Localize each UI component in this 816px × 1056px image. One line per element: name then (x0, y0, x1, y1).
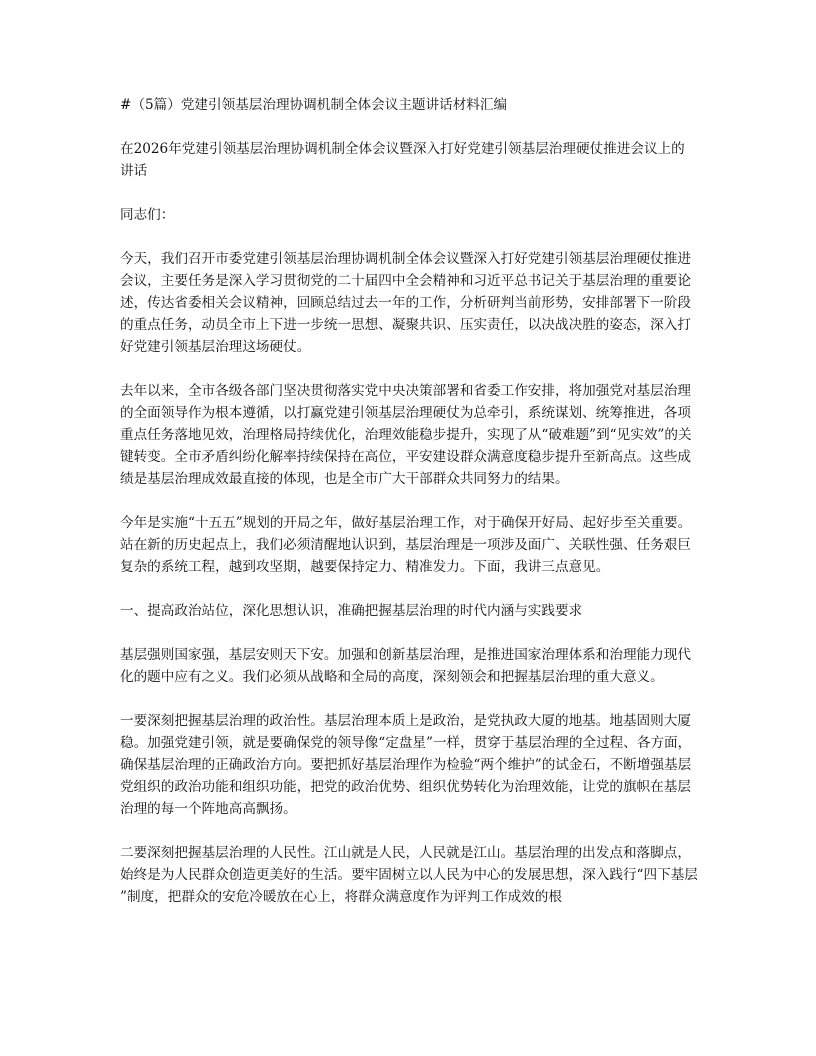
paragraph-political: 一要深刻把握基层治理的政治性。基层治理本质上是政治，是党执政大厦的地基。地基固则大厦稳。加强党建引领，就是要确保党的领导像“定盘星”一样，贯穿于基层治理的全过程、各方面，确保基层治理的正确政治方向。要把抓好基层治理作为检验“两个维护”的试金石，不断增强基层党组织的政治功能和组织功能，把党的政治优势、组织优势转化为治理效能，让党的旗帜在基层治理的每一个阵地高高飘扬。 (120, 713, 692, 817)
paragraph-people: 二要深刻把握基层治理的人民性。江山就是人民，人民就是江山。基层治理的出发点和落脚点，始终是为人民群众创造更美好的生活。要牢固树立以人民为中心的发展思想，深入践行“四下基层”制度，把群众的安危冷暖放在心上，将群众满意度作为评判工作成效的根 (120, 845, 698, 905)
paragraph-outlook: 今年是实施“十五五”规划的开局之年，做好基层治理工作，对于确保开好局、起好步至关重要。站在新的历史起点上，我们必须清醒地认识到，基层治理是一项涉及面广、关联性强、任务艰巨复杂的系统工程，越到攻坚期，越要保持定力、精准发力。下面，我讲三点意见。 (120, 515, 692, 575)
speech-title: 在2026年党建引领基层治理协调机制全体会议暨深入打好党建引领基层治理硬仗推进会议上的讲话 (120, 141, 685, 179)
paragraph-review: 去年以来，全市各级各部门坚决贯彻落实党中央决策部署和省委工作安排，将加强党对基层治理的全面领导作为根本遵循，以打赢党建引领基层治理硬仗为总牵引，系统谋划、统筹推进，各项重点任务落地见效，治理格局持续优化，治理效能稳步提升，实现了从“破难题”到“见实效”的关键转变。全市矛盾纠纷化解率持续保持在高位，平安建设群众满意度稳步提升至新高点。这些成绩是基层治理成效最直接的体现，也是全市广大干部群众共同努力的结果。 (120, 383, 692, 487)
salutation: 同志们： (120, 207, 175, 223)
document-body (120, 94, 698, 930)
paragraph-significance: 基层强则国家强，基层安则天下安。加强和创新基层治理，是推进国家治理体系和治理能力现代化的题中应有之义。我们必须从战略和全局的高度，深刻领会和把握基层治理的重大意义。 (120, 647, 691, 685)
section-heading-one: 一、提高政治站位，深化思想认识，准确把握基层治理的时代内涵与实践要求 (120, 603, 583, 619)
paragraph-opening: 今天，我们召开市委党建引领基层治理协调机制全体会议暨深入打好党建引领基层治理硬仗推进会议，主要任务是深入学习贯彻党的二十届四中全会精神和习近平总书记关于基层治理的重要论述，传达省委相关会议精神，回顾总结过去一年的工作，分析研判当前形势，安排部署下一阶段的重点任务，动员全市上下进一步统一思想、凝聚共识、压实责任，以决战决胜的姿态，深入打好党建引领基层治理这场硬仗。 (120, 251, 691, 355)
document-heading: #（5篇）党建引领基层治理协调机制全体会议主题讲话材料汇编 (120, 97, 508, 113)
